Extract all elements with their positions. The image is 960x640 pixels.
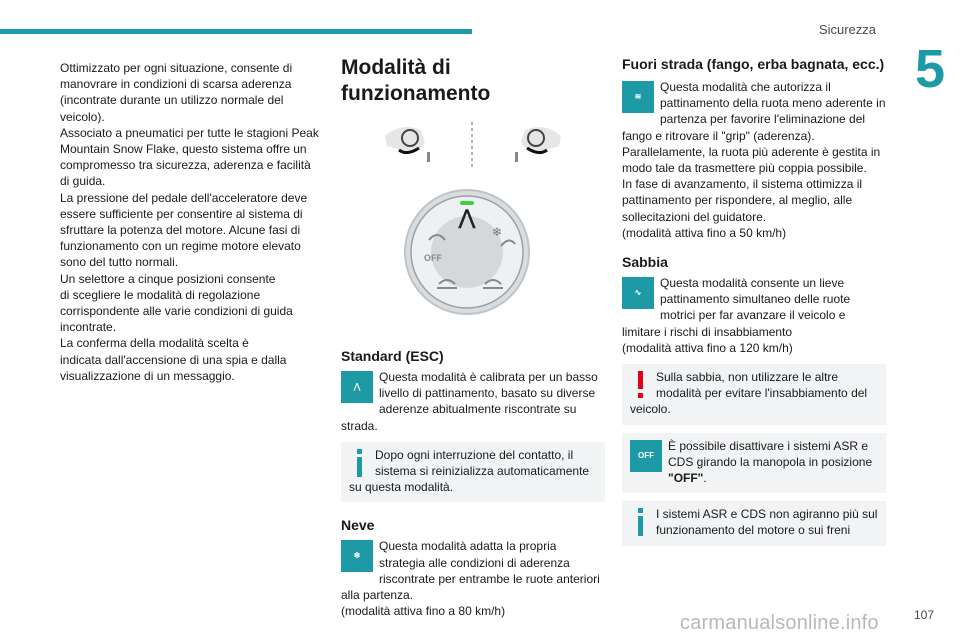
off-note — [622, 433, 886, 494]
intro-line: funzionamento con un regime motore elevato — [60, 239, 301, 254]
off-text-after: . — [703, 471, 707, 486]
section-title: Sicurezza — [818, 22, 876, 37]
fuori-description — [622, 79, 886, 176]
intro-line: Un selettore a cinque posizioni consente — [60, 271, 276, 286]
intro-line: La conferma della modalità scelta è — [60, 336, 249, 351]
intro-line: visualizzazione di un messaggio. — [60, 368, 235, 383]
intro-line: veicolo). — [60, 109, 105, 124]
header-accent-bar — [0, 29, 472, 34]
chapter-number: 5 — [914, 39, 946, 99]
snow-mode-icon: ❄ — [341, 540, 373, 572]
steering-wheel-icon — [385, 127, 430, 162]
sabbia-warning-note — [622, 364, 886, 425]
intro-line: essere sufficiente per consentire al sistema di — [60, 206, 303, 221]
intro-line: Ottimizzato per ogni situazione, consente di — [60, 61, 293, 75]
standard-description — [341, 369, 605, 434]
standard-heading: Standard (ESC) — [341, 348, 444, 364]
fuori-text: Questa modalità che autorizza il pattinamento della ruota meno aderente in partenza per favorire l'eliminazione del fango e ritrovare il "grip" (aderenza). Parallelamente, la ruota più aderente è gestita in modo tale da trasmettere più coppia possibile. — [622, 80, 886, 176]
dial-snow-icon: ❄ — [491, 225, 503, 239]
active-mode-indicator — [460, 201, 474, 205]
intro-line: indicata dall'accensione di una spia e dalla — [60, 352, 287, 367]
modes-title: Modalità di funzionamento — [341, 56, 491, 105]
watermark: carmanualsonline.info — [680, 612, 879, 634]
warning-icon — [630, 371, 652, 399]
intro-line: di guida. — [60, 174, 106, 189]
sabbia-speed-limit: (modalità attiva fino a 120 km/h) — [622, 340, 793, 355]
mode-selector-illustration — [341, 112, 605, 317]
steering-wheel-icon — [515, 127, 561, 162]
standard-note-text: Dopo ogni interruzione del contatto, il sistema si reinizializza automaticamente su questa modalità. — [349, 447, 590, 495]
sabbia-text: Questa modalità consente un lieve pattinamento simultaneo delle ruote motrici per far avanzare il veicolo e limitare i rischi di insabbiamento — [622, 276, 851, 339]
intro-line: sfruttare la potenza del motore. Alcune fasi di — [60, 223, 301, 238]
page-number: 107 — [914, 608, 935, 622]
intro-line: manovrare in condizioni di scarsa aderenza — [60, 77, 292, 92]
sand-mode-icon: ∿ — [622, 277, 654, 309]
intro-column — [60, 60, 324, 384]
dial-standard-icon: ⋀ — [458, 207, 476, 229]
dial-off-label: OFF — [424, 253, 442, 263]
standard-text: Questa modalità è calibrata per un basso livello di pattinamento, basato su diverse aderenze abitualmente riscontrate su strada. — [341, 370, 598, 433]
sabbia-warning-text: Sulla sabbia, non utilizzare le altre modalità per evitare l'insabbiamento del veicolo. — [630, 370, 868, 417]
intro-line: di scegliere le modalità di regolazione — [60, 287, 261, 302]
fuori-line: In fase di avanzamento, il sistema ottimizza il pattinamento per rispondere, al meglio, alle sollecitazioni del guidatore. — [622, 177, 863, 224]
intro-line: La pressione del pedale dell'acceleratore deve — [60, 190, 308, 205]
offroad-column — [622, 55, 886, 546]
intro-line: Mountain Snow Flake, questo sistema offre un — [60, 142, 307, 157]
standard-mode-icon: ⋀ — [341, 371, 373, 403]
sabbia-description — [622, 275, 886, 340]
intro-line: incontrate. — [60, 320, 117, 335]
off-text-bold: "OFF" — [668, 471, 704, 486]
sabbia-heading: Sabbia — [622, 254, 668, 271]
intro-line: sono del tutto normali. — [60, 255, 179, 270]
intro-line: Associato a pneumatici per tutte le stagioni Peak — [60, 125, 319, 140]
modes-column — [341, 55, 605, 619]
neve-speed-limit: (modalità attiva fino a 80 km/h) — [341, 604, 506, 619]
neve-description — [341, 538, 605, 603]
intro-line: compromesso tra sicurezza, aderenza e facilità — [60, 158, 311, 173]
off-mode-icon: OFF — [630, 440, 662, 472]
fuori-heading: Fuori strada (fango, erba bagnata, ecc.) — [622, 56, 885, 72]
intro-line: corrispondente alle varie condizioni di guida — [60, 304, 293, 319]
info-icon — [349, 449, 371, 477]
neve-text: Questa modalità adatta la propria strategia alle condizioni di aderenza riscontrate per entrambe le ruote anteriori alla partenza. — [341, 539, 600, 603]
standard-info-note — [341, 442, 605, 503]
asr-note-text: I sistemi ASR e CDS non agiranno più sul funzionamento del motore o sui freni — [656, 507, 878, 538]
asr-info-note — [622, 501, 886, 545]
intro-line: (incontrate durante un utilizzo normale del — [60, 93, 284, 108]
off-text-before: È possibile disattivare i sistemi ASR e CDS girando la manopola in posizione — [668, 438, 873, 469]
neve-heading: Neve — [341, 517, 375, 534]
mode-selector-dial — [405, 190, 529, 314]
mud-mode-icon: ≋ — [622, 81, 654, 113]
fuori-speed-limit: (modalità attiva fino a 50 km/h) — [622, 225, 787, 240]
info-icon — [630, 508, 652, 536]
